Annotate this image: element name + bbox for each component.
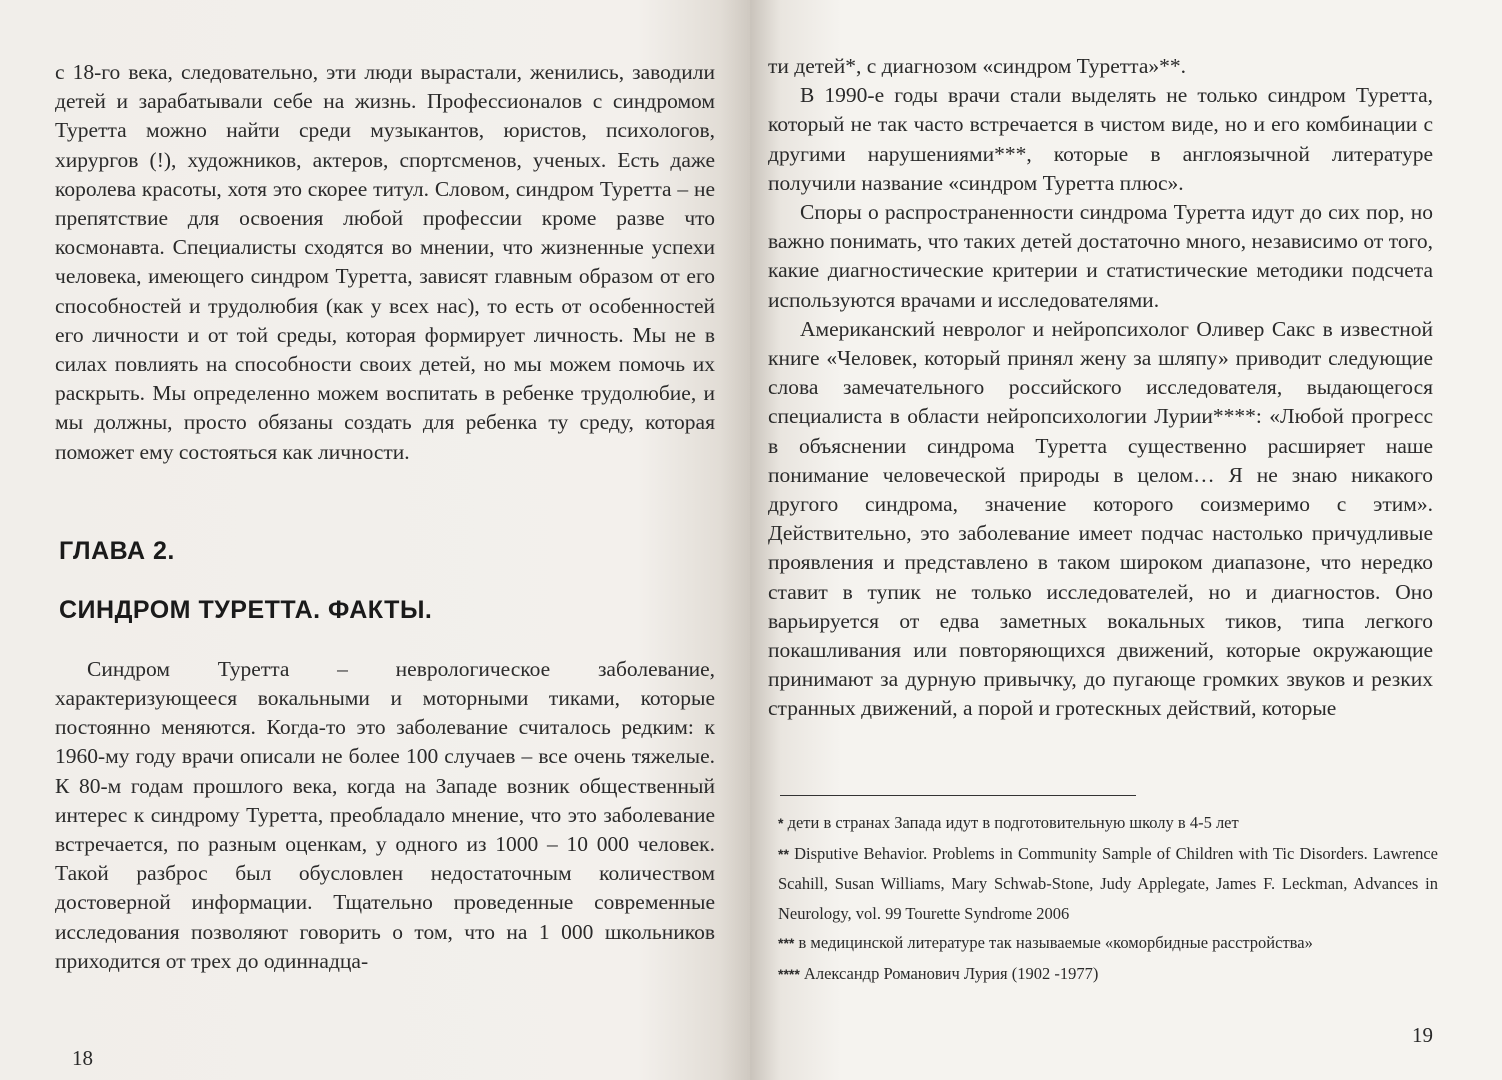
chapter-number: ГЛАВА 2.	[59, 536, 175, 565]
paragraph-continued-right: ти детей*, с диагнозом «синдром Туретта»**.	[768, 54, 1187, 78]
footnote-text: Александр Романович Лурия (1902 -1977)	[803, 963, 1099, 983]
paragraph-disputes: Споры о распространенности синдрома Туретта идут до сих пор, но важно понимать, что таких детей достаточно много, независимо от того, какие диагностические критерии и статистические методики подсчета используются врачами и исследователями.	[768, 200, 1433, 312]
paragraph-continued: с 18-го века, следовательно, эти люди вырастали, женились, заводили детей и зарабатывали себе на жизнь. Профессионалов с синдромом Туретта можно найти среди музыкантов, юристов, психологов, хирургов (!), художников, актеров, спортсменов, ученых. Есть даже королева красоты, хотя это скорее титул. Словом, синдром Туретта – не препятствие для освоения любой профессии кроме разве что космонавта. Специалисты сходятся во мнении, что жизненные успехи человека, имеющего синдром Туретта, зависят главным образом от его способностей и трудолюбия (как у всех нас), то есть от особенностей его личности и от той среды, которая формирует личность. Мы не в силах повлиять на способности своих детей, но мы можем помочь их раскрыть. Мы определенно можем воспитать в ребенке трудолюбие, и мы должны, просто обязаны создать для ребенка ту среду, которая поможет ему состояться как личности.	[55, 60, 715, 464]
footnote-mark: ****	[778, 965, 800, 982]
right-text-column	[768, 52, 1433, 724]
footnote-text: в медицинской литературе так называемые «коморбидные расстройства»	[798, 933, 1313, 952]
footnote	[778, 839, 1438, 929]
page-number-left: 18	[72, 1046, 93, 1070]
paragraph-sacks-quote: Американский невролог и нейропсихолог Оливер Сакс в известной книге «Человек, который принял жену за шляпу» приводит следующие слова замечательного российского исследователя, выдающегося специалиста в области нейропсихологии Лурии****: «Любой прогресс в объяснении синдрома Туретта существенно расширяет наше понимание человеческой природы в целом… Я не знаю никакого другого синдрома, значение которого соизмеримо с этим». Действительно, это заболевание имеет подчас настолько причудливые проявления и представлено в таком широком диапазоне, что нередко ставит в тупик не только исследователей, но и диагностов. Оно варьируется от едва заметных вокальных тиков, типа легкого покашливания или повторяющихся движений, которые окружающие принимают за дурную привычку, до пугающе громких звуков и резких странных движений, а порой и гротескных действий, которые	[768, 316, 1433, 721]
footnote-mark: ***	[778, 935, 795, 951]
footnote-mark: *	[778, 815, 784, 831]
footnotes	[778, 808, 1438, 989]
left-text-column	[55, 58, 715, 976]
chapter-title: СИНДРОМ ТУРЕТТА. ФАКТЫ.	[59, 595, 433, 624]
footnote-mark: **	[778, 845, 789, 862]
page-number-right: 19	[1412, 1023, 1433, 1047]
right-page	[750, 0, 1502, 1080]
footnote-text: дети в странах Запада идут в подготовительную школу в 4-5 лет	[787, 813, 1239, 832]
chapter-paragraph: Синдром Туретта – неврологическое заболевание, характеризующееся вокальными и моторными тиками, которые постоянно меняются. Когда-то это заболевание считалось редким: к 1960-му году врачи описали не более 100 случаев – все очень тяжелые. К 80-м годам прошлого века, когда на Западе возник общественный интерес к синдрому Туретта, преобладало мнение, что это заболевание встречается, по разным оценкам, у одного из 1000 – 10 000 человек. Такой разброс был обусловлен недостаточным количеством достоверной информации. Тщательно проведенные современные исследования позволяют говорить о том, что на 1 000 школьников приходится от трех до одиннадца-	[55, 656, 715, 973]
footnote-text: Disputive Behavior. Problems in Community Sample of Children with Tic Disorders. Lawrence Scahill, Susan Williams, Mary Schwab-Stone, Judy Applegate, James F. Leckman, Advances in Neurology, vol. 99 Tourette Syndrome 2006	[778, 843, 1439, 923]
footnote	[778, 808, 1438, 839]
footnote	[778, 928, 1438, 959]
footnote	[778, 959, 1438, 990]
paragraph-1990s: В 1990-е годы врачи стали выделять не только синдром Туретта, который не так часто встречается в чистом виде, но и его комбинации с другими нарушениями***, которые в англоязычной литературе получили название «синдром Туретта плюс».	[768, 83, 1433, 195]
left-page	[0, 0, 750, 1080]
footnote-divider	[780, 795, 1136, 796]
